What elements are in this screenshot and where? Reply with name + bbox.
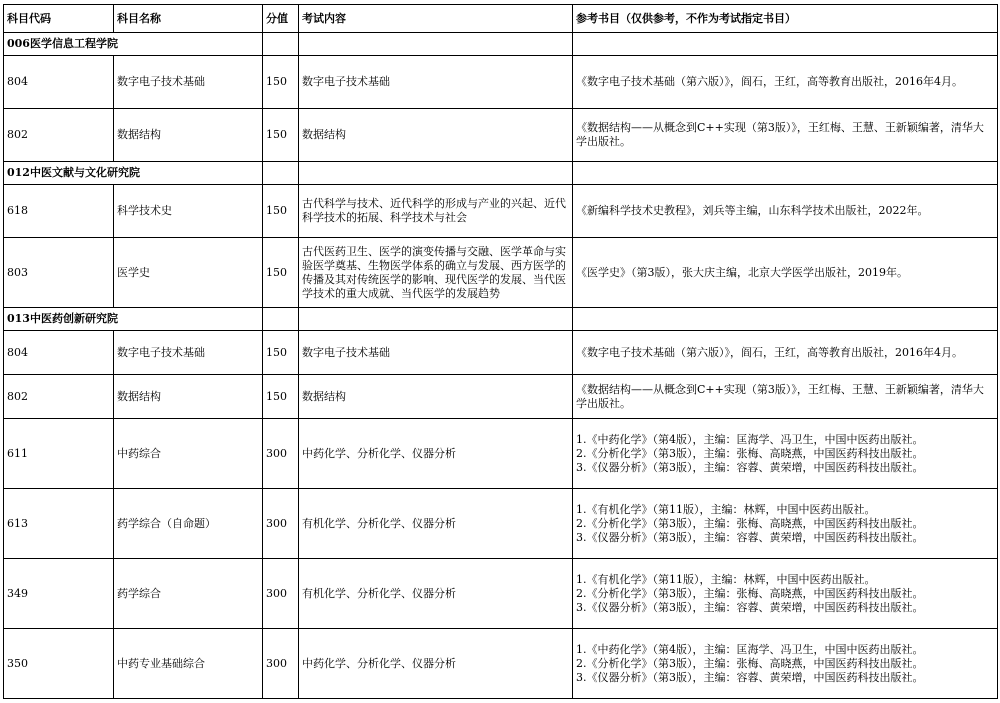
subject-score: 150 bbox=[263, 185, 299, 238]
header-name: 科目名称 bbox=[114, 5, 263, 33]
subject-name: 科学技术史 bbox=[114, 185, 263, 238]
subject-code: 802 bbox=[4, 109, 114, 162]
subject-content: 中药化学、分析化学、仪器分析 bbox=[299, 419, 573, 489]
subject-score: 150 bbox=[263, 238, 299, 308]
subject-code: 349 bbox=[4, 559, 114, 629]
subject-name: 医学史 bbox=[114, 238, 263, 308]
section-row bbox=[4, 308, 998, 331]
subject-score: 300 bbox=[263, 489, 299, 559]
subject-code: 618 bbox=[4, 185, 114, 238]
subject-score: 300 bbox=[263, 419, 299, 489]
table-row bbox=[4, 185, 998, 238]
subject-code: 611 bbox=[4, 419, 114, 489]
subject-refs: 《数字电子技术基础（第六版）》，阎石，王红，高等教育出版社，2016年4月。 bbox=[573, 331, 998, 375]
section-title: 006医学信息工程学院 bbox=[4, 33, 263, 56]
table-row bbox=[4, 56, 998, 109]
subject-refs: 1.《中药化学》（第4版），主编：匡海学、冯卫生，中国中医药出版社。 2.《分析化学》（第3版），主编：张梅、高晓燕，中国医药科技出版社。 3.《仪器分析》（第3版），主编：容蓉、黄荣增，中国医药科技出版社。 bbox=[573, 419, 998, 489]
table-row bbox=[4, 629, 998, 699]
subject-refs: 1.《中药化学》（第4版），主编：匡海学、冯卫生，中国中医药出版社。 2.《分析化学》（第3版），主编：张梅、高晓燕，中国医药科技出版社。 3.《仪器分析》（第3版），主编：容蓉、黄荣增，中国医药科技出版社。 bbox=[573, 629, 998, 699]
subject-name: 中药综合 bbox=[114, 419, 263, 489]
subject-content: 古代科学与技术、近代科学的形成与产业的兴起、近代科学技术的拓展、科学技术与社会 bbox=[299, 185, 573, 238]
section-title: 012中医文献与文化研究院 bbox=[4, 162, 263, 185]
subject-name: 数据结构 bbox=[114, 109, 263, 162]
subject-refs: 《新编科学技术史教程》，刘兵等主编，山东科学技术出版社，2022年。 bbox=[573, 185, 998, 238]
table-row bbox=[4, 109, 998, 162]
subject-refs: 《医学史》（第3版），张大庆主编，北京大学医学出版社，2019年。 bbox=[573, 238, 998, 308]
table-row bbox=[4, 559, 998, 629]
subject-score: 150 bbox=[263, 375, 299, 419]
table-row bbox=[4, 419, 998, 489]
subject-content: 数字电子技术基础 bbox=[299, 56, 573, 109]
subject-code: 803 bbox=[4, 238, 114, 308]
subject-name: 数字电子技术基础 bbox=[114, 56, 263, 109]
table-row bbox=[4, 375, 998, 419]
subject-score: 300 bbox=[263, 559, 299, 629]
subject-content: 数据结构 bbox=[299, 375, 573, 419]
header-content: 考试内容 bbox=[299, 5, 573, 33]
subject-code: 613 bbox=[4, 489, 114, 559]
subject-refs: 1.《有机化学》（第11版），主编：林辉，中国中医药出版社。 2.《分析化学》（第3版），主编：张梅、高晓燕，中国医药科技出版社。 3.《仪器分析》（第3版），主编：容蓉、黄荣增，中国医药科技出版社。 bbox=[573, 489, 998, 559]
subject-content: 数据结构 bbox=[299, 109, 573, 162]
subject-refs: 《数据结构——从概念到C++实现（第3版）》，王红梅、王慧、王新颖编著，清华大学出版社。 bbox=[573, 109, 998, 162]
table-row bbox=[4, 331, 998, 375]
subject-name: 数字电子技术基础 bbox=[114, 331, 263, 375]
table-row bbox=[4, 489, 998, 559]
section-row bbox=[4, 33, 998, 56]
subject-code: 350 bbox=[4, 629, 114, 699]
subject-score: 150 bbox=[263, 109, 299, 162]
subject-refs: 《数字电子技术基础（第六版）》，阎石，王红，高等教育出版社，2016年4月。 bbox=[573, 56, 998, 109]
header-code: 科目代码 bbox=[4, 5, 114, 33]
section-row bbox=[4, 162, 998, 185]
subject-score: 300 bbox=[263, 629, 299, 699]
section-title: 013中医药创新研究院 bbox=[4, 308, 263, 331]
subject-code: 804 bbox=[4, 331, 114, 375]
subject-refs: 《数据结构——从概念到C++实现（第3版）》，王红梅、王慧、王新颖编著，清华大学出版社。 bbox=[573, 375, 998, 419]
subject-content: 有机化学、分析化学、仪器分析 bbox=[299, 559, 573, 629]
subject-score: 150 bbox=[263, 56, 299, 109]
subject-name: 数据结构 bbox=[114, 375, 263, 419]
subject-name: 药学综合 bbox=[114, 559, 263, 629]
header-refs: 参考书目（仅供参考，不作为考试指定书目） bbox=[573, 5, 998, 33]
table-row bbox=[4, 238, 998, 308]
subject-content: 数字电子技术基础 bbox=[299, 331, 573, 375]
subject-name: 中药专业基础综合 bbox=[114, 629, 263, 699]
header-score: 分值 bbox=[263, 5, 299, 33]
subject-score: 150 bbox=[263, 331, 299, 375]
subject-content: 中药化学、分析化学、仪器分析 bbox=[299, 629, 573, 699]
subject-content: 有机化学、分析化学、仪器分析 bbox=[299, 489, 573, 559]
subject-name: 药学综合（自命题） bbox=[114, 489, 263, 559]
subject-code: 804 bbox=[4, 56, 114, 109]
subject-code: 802 bbox=[4, 375, 114, 419]
subject-content: 古代医药卫生、医学的演变传播与交融、医学革命与实验医学奠基、生物医学体系的确立与发展、西方医学的传播及其对传统医学的影响、现代医学的发展、当代医学技术的重大成就、当代医学的发展趋势 bbox=[299, 238, 573, 308]
subject-refs: 1.《有机化学》（第11版），主编：林辉，中国中医药出版社。 2.《分析化学》（第3版），主编：张梅、高晓燕，中国医药科技出版社。 3.《仪器分析》（第3版），主编：容蓉、黄荣增，中国医药科技出版社。 bbox=[573, 559, 998, 629]
exam-subjects-table bbox=[3, 4, 998, 699]
header-row bbox=[4, 5, 998, 33]
